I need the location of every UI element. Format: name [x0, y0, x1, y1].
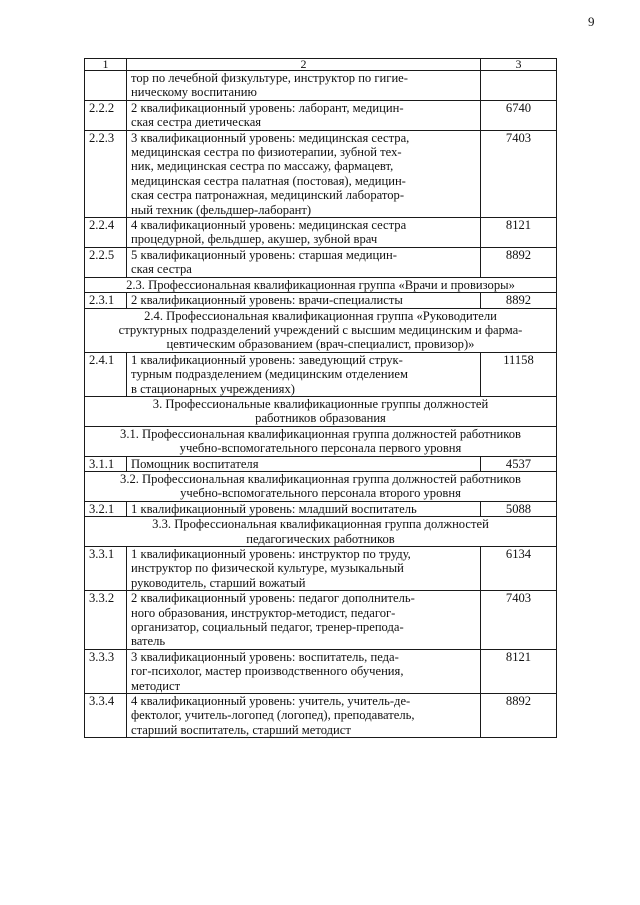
item-description: тор по лечебной физкультуре, инструктор по гигие- ническому воспитанию — [127, 71, 481, 101]
section-row — [85, 517, 557, 547]
item-description: Помощник воспитателя — [127, 456, 481, 471]
item-number: 2.2.2 — [85, 100, 127, 130]
table-row — [85, 591, 557, 650]
section-row — [85, 277, 557, 292]
item-salary: 7403 — [481, 591, 557, 650]
header-col-1: 1 — [85, 59, 127, 71]
page-number: 9 — [588, 14, 595, 29]
item-salary: 8892 — [481, 293, 557, 308]
table-row — [85, 456, 557, 471]
item-number: 3.3.2 — [85, 591, 127, 650]
item-description: 2 квалификационный уровень: педагог дополнитель- ного образования, инструктор-методист, педагог- организатор, социальный педагог, тренер-препода- ватель — [127, 591, 481, 650]
item-description: 3 квалификационный уровень: медицинская сестра, медицинская сестра по физиотерапии, зубной тех- ник, медицинская сестра по массажу, фармацевт, медицинская сестра палатная (постовая), медицин- ская сестра патронажная, медицинский лаборатор- ный техник (фельдшер-лаборант) — [127, 130, 481, 217]
item-salary: 6134 — [481, 547, 557, 591]
section-heading: 2.3. Профессиональная квалификационная группа «Врачи и провизоры» — [85, 277, 557, 292]
section-row — [85, 308, 557, 352]
item-salary: 8892 — [481, 694, 557, 738]
salary-table — [84, 58, 557, 738]
item-salary: 5088 — [481, 501, 557, 516]
item-number: 2.2.3 — [85, 130, 127, 217]
item-number — [85, 71, 127, 101]
table-row — [85, 100, 557, 130]
table-row — [85, 649, 557, 693]
item-salary: 8892 — [481, 247, 557, 277]
table-row — [85, 218, 557, 248]
item-salary: 11158 — [481, 352, 557, 396]
table-row — [85, 293, 557, 308]
table-row — [85, 247, 557, 277]
item-description: 3 квалификационный уровень: воспитатель, педа- гог-психолог, мастер производственного обучения, методист — [127, 649, 481, 693]
table-row — [85, 694, 557, 738]
item-number: 2.3.1 — [85, 293, 127, 308]
item-salary: 4537 — [481, 456, 557, 471]
salary-table-body — [85, 59, 557, 738]
item-number: 3.3.1 — [85, 547, 127, 591]
item-salary: 7403 — [481, 130, 557, 217]
item-salary: 6740 — [481, 100, 557, 130]
item-description: 2 квалификационный уровень: лаборант, медицин- ская сестра диетическая — [127, 100, 481, 130]
section-heading: 3. Профессиональные квалификационные группы должностей работников образования — [85, 396, 557, 426]
section-heading: 3.1. Профессиональная квалификационная группа должностей работников учебно-вспомогательного персонала первого уровня — [85, 426, 557, 456]
item-description: 1 квалификационный уровень: младший воспитатель — [127, 501, 481, 516]
item-number: 3.2.1 — [85, 501, 127, 516]
table-row — [85, 352, 557, 396]
section-heading: 3.3. Профессиональная квалификационная группа должностей педагогических работников — [85, 517, 557, 547]
item-number: 2.2.4 — [85, 218, 127, 248]
section-row — [85, 471, 557, 501]
item-description: 4 квалификационный уровень: учитель, учитель-де- фектолог, учитель-логопед (логопед), преподаватель, старший воспитатель, старший методист — [127, 694, 481, 738]
item-number: 3.3.3 — [85, 649, 127, 693]
item-number: 2.4.1 — [85, 352, 127, 396]
item-number: 3.3.4 — [85, 694, 127, 738]
item-salary: 8121 — [481, 218, 557, 248]
table-row — [85, 501, 557, 516]
header-col-2: 2 — [127, 59, 481, 71]
table-row — [85, 71, 557, 101]
table-header-row — [85, 59, 557, 71]
section-row — [85, 396, 557, 426]
section-heading: 3.2. Профессиональная квалификационная группа должностей работников учебно-вспомогательного персонала второго уровня — [85, 471, 557, 501]
table-row — [85, 547, 557, 591]
header-col-3: 3 — [481, 59, 557, 71]
item-salary: 8121 — [481, 649, 557, 693]
item-description: 1 квалификационный уровень: инструктор по труду, инструктор по физической культуре, музыкальный руководитель, старший вожатый — [127, 547, 481, 591]
item-salary — [481, 71, 557, 101]
section-row — [85, 426, 557, 456]
item-description: 2 квалификационный уровень: врачи-специалисты — [127, 293, 481, 308]
section-heading: 2.4. Профессиональная квалификационная группа «Руководители структурных подразделений учреждений с высшим медицинским и фарма- цевтическим образованием (врач-специалист, провизор)» — [85, 308, 557, 352]
item-description: 1 квалификационный уровень: заведующий струк- турным подразделением (медицинским отделением в стационарных учреждениях) — [127, 352, 481, 396]
item-description: 4 квалификационный уровень: медицинская сестра процедурной, фельдшер, акушер, зубной врач — [127, 218, 481, 248]
item-description: 5 квалификационный уровень: старшая медицин- ская сестра — [127, 247, 481, 277]
table-row — [85, 130, 557, 217]
item-number: 2.2.5 — [85, 247, 127, 277]
item-number: 3.1.1 — [85, 456, 127, 471]
